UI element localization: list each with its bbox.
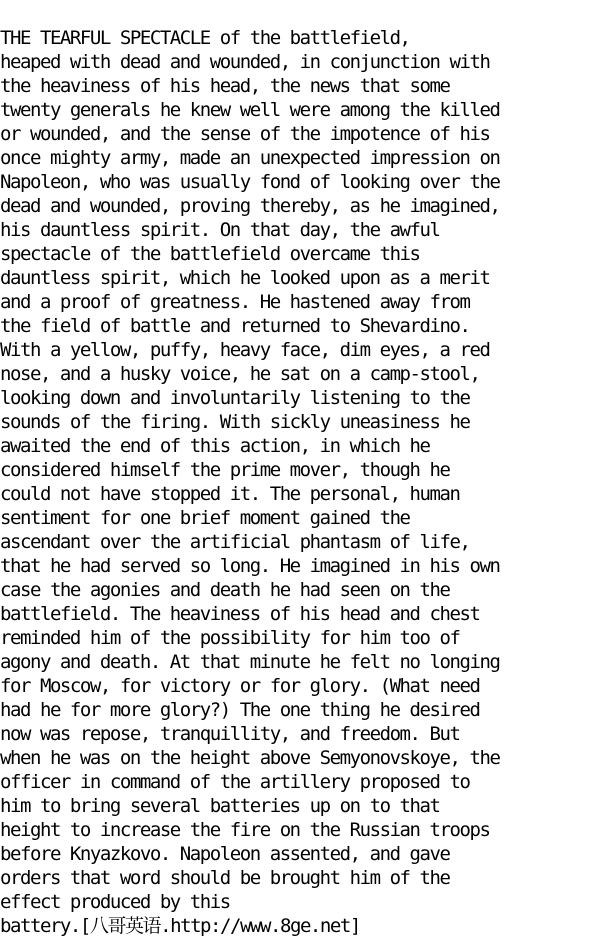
text-line: him to bring several batteries up on to that	[0, 795, 440, 817]
text-line: case the agonies and death he had seen on the	[0, 579, 450, 601]
text-line: nose, and a husky voice, he sat on a camp-stool,	[0, 363, 480, 385]
text-line: reminded him of the possibility for him too of	[0, 627, 460, 649]
text-line: and a proof of greatness. He hastened away from	[0, 291, 470, 313]
text-line: Napoleon, who was usually fond of looking over the	[0, 171, 500, 193]
text-line: looking down and involuntarily listening to the	[0, 387, 470, 409]
text-line: height to increase the fire on the Russian troops	[0, 819, 490, 841]
text-line: when he was on the height above Semyonovskoye, the	[0, 747, 500, 769]
text-line: twenty generals he knew well were among the killed	[0, 99, 500, 121]
text-line: had he for more glory?) The one thing he desired	[0, 699, 480, 721]
text-line: his dauntless spirit. On that day, the awful	[0, 219, 440, 241]
text-line: the field of battle and returned to Shevardino.	[0, 315, 470, 337]
text-line: for Moscow, for victory or for glory. (What need	[0, 675, 480, 697]
text-line: orders that word should be brought him of the	[0, 867, 450, 889]
text-line: THE TEARFUL SPECTACLE of the battlefield,	[0, 27, 410, 49]
text-line: could not have stopped it. The personal, human	[0, 483, 460, 505]
text-line-with-source-link: battery.[八哥英语.http://www.8ge.net]	[0, 915, 360, 937]
text-line: or wounded, and the sense of the impotence of his	[0, 123, 490, 145]
text-line: sounds of the firing. With sickly uneasiness he	[0, 411, 470, 433]
text-line: dead and wounded, proving thereby, as he imagined,	[0, 195, 500, 217]
text-line: sentiment for one brief moment gained the	[0, 507, 410, 529]
text-line: ascendant over the artificial phantasm of life,	[0, 531, 470, 553]
text-line: agony and death. At that minute he felt no longing	[0, 651, 500, 673]
text-line: spectacle of the battlefield overcame this	[0, 243, 420, 265]
text-line: before Knyazkovo. Napoleon assented, and gave	[0, 843, 450, 865]
text-line: once mighty army, made an unexpected impression on	[0, 147, 500, 169]
text-line: officer in command of the artillery proposed to	[0, 771, 470, 793]
text-line: heaped with dead and wounded, in conjunction with	[0, 51, 490, 73]
document-body	[0, 26, 600, 938]
text-line: considered himself the prime mover, though he	[0, 459, 450, 481]
text-line: dauntless spirit, which he looked upon as a merit	[0, 267, 490, 289]
text-line: now was repose, tranquillity, and freedom. But	[0, 723, 460, 745]
text-line: battlefield. The heaviness of his head and chest	[0, 603, 480, 625]
text-line: effect produced by this	[0, 891, 230, 913]
text-line: the heaviness of his head, the news that some	[0, 75, 450, 97]
text-line: With a yellow, puffy, heavy face, dim eyes, a red	[0, 339, 490, 361]
text-line: awaited the end of this action, in which he	[0, 435, 430, 457]
text-line: that he had served so long. He imagined in his own	[0, 555, 500, 577]
